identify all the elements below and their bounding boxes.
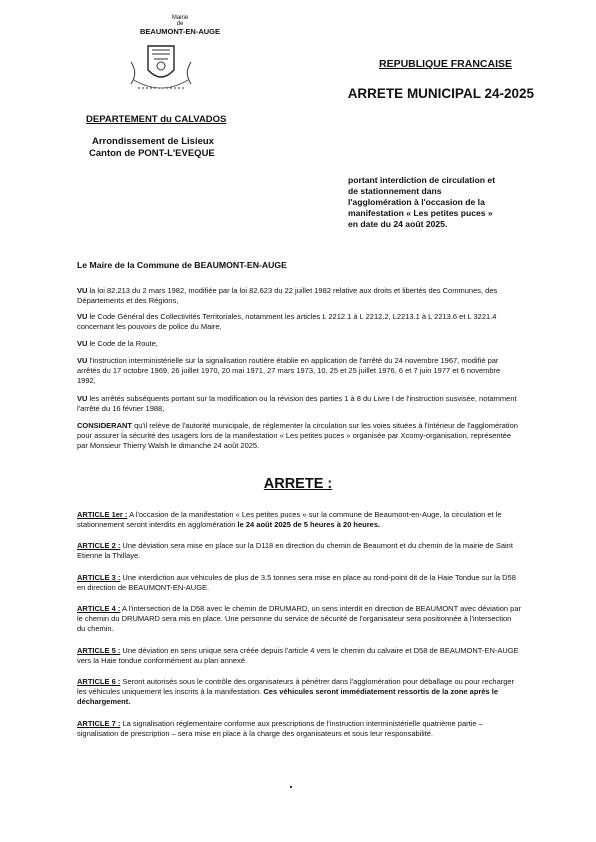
visa-item [77,394,521,414]
visa-item [77,421,521,451]
article-text: Une déviation en sens unique sera créée depuis l'article 4 vers le chemin du calvaire et D58 de BEAUMONT-EN-AUGE vers la Haie tondue conformément au plan annexé. [77,646,519,665]
article-label: ARTICLE 3 : [77,573,121,582]
mairie-small-text: Mairie de [171,15,189,27]
municipal-seal-icon [126,40,196,96]
article-7 [77,719,521,739]
article-label: ARTICLE 1er : [77,510,128,519]
visa-lead: VU [77,312,88,321]
visa-text: qu'il relève de l'autorité municipale, de réglementer la circulation sur les voies situées à l'intérieur de l'agglomération pour assurer la sécurité des usagers lors de la manifestation « Les petites puces » organisée par Xcomy-organisation, représentée par Monsieur Thierry Walsh le dimanche 24 août 2025. [77,421,518,450]
article-2 [77,541,521,561]
visa-item [77,286,521,306]
article-3 [77,573,521,593]
town-name: BEAUMONT-EN-AUGE [140,27,220,36]
visa-item [77,312,521,332]
visa-lead: VU [77,339,88,348]
article-text: La signalisation réglementaire conforme aux prescriptions de l'instruction interministérielle quatrième partie – signalisation de prescription – sera mise en place à la charge des organisateurs et sous leur responsabilité. [77,719,483,738]
departement-heading: DEPARTEMENT du CALVADOS [86,114,227,125]
visa-lead: VU [77,394,88,403]
article-4 [77,604,521,634]
portant-block [348,175,523,230]
visa-text: le Code Général des Collectivités Territoriales, notamment les articles L 2212.1 à L 2212.2, L2213.1 à L 2213.6 et L 3221.4 concernant les pouvoirs de police du Maire, [77,312,497,331]
footer-mark [290,786,292,788]
maire-heading: Le Maire de la Commune de BEAUMONT-EN-AUGE [77,260,287,270]
arrondissement-label: Arrondissement de Lisieux [92,136,214,147]
visa-text: le Code de la Route, [87,339,158,348]
visa-lead: CONSIDERANT [77,421,133,430]
article-text: Seront autorisés sous le contrôle des organisateurs à pénétrer dans l'agglomération pour déballage ou pour recharger les véhicules uniquement les inscrits à la manifestation. [77,677,515,696]
article-strong: le 24 août 2025 de 5 heures à 20 heures. [237,520,381,529]
portant-line: l'agglomération à l'occasion de la [348,197,485,207]
article-text: Une déviation sera mise en place sur la D118 en direction du chemin de Beaumont et du chemin de la mairie de Saint Etienne la Thillaye. [77,541,513,560]
portant-line: de stationnement dans [348,186,442,196]
article-6 [77,677,521,707]
arrete-title: ARRETE MUNICIPAL 24-2025 [347,86,534,101]
visa-lead: VU [77,286,88,295]
article-label: ARTICLE 6 : [77,677,121,686]
portant-line: portant interdiction de circulation et [348,175,496,185]
visa-text: les arrêtés subséquents portant sur la modification ou la révision des parties 1 à 8 du Livre I de l'instruction susvisée, notamment l'arrêté du 16 février 1988, [77,394,517,413]
visa-text: la loi 82.213 du 2 mars 1982, modifiée par la loi 82.623 du 22 juillet 1982 relative aux droits et libertés des Communes, des Départements et des Régions, [77,286,498,305]
canton-label: Canton de PONT-L'EVEQUE [89,148,215,159]
article-text: Une interdiction aux véhicules de plus de 3.5 tonnes sera mise en place au rond-point dit de la Haie Tondue sur la D58 en direction de BEAUMONT-EN-AUGE. [77,573,516,592]
portant-line: en date du 24 août 2025. [348,219,448,229]
article-label: ARTICLE 4 : [77,604,121,613]
article-label: ARTICLE 7 : [77,719,121,728]
article-5 [77,646,521,666]
article-text: A l'intersection de la D58 avec le chemin de DRUMARD, un sens interdit en direction de BEAUMONT avec déviation par le chemin du DRUMARD sera mis en place. Une personne du service de sécurité de l'organisateur sera positionnée à l'intersection du chemin. [77,604,521,633]
visa-item [77,339,521,349]
article-label: ARTICLE 2 : [77,541,121,550]
republique-heading: REPUBLIQUE FRANCAISE [378,58,512,70]
arrete-heading: ARRETE : [263,476,333,492]
article-text: A l'occasion de la manifestation « Les petites puces » sur la commune de Beaumont-en-Auge, la circulation et le stationnement seront interdits en agglomération [77,510,502,529]
article-1 [77,510,521,530]
visa-text: l'instruction interministérielle sur la signalisation routière établie en application de l'arrêté du 24 novembre 1967, modifié par arrêtés du 17 octobre 1969, 26 juillet 1970, 20 mai 1971, 27 mars 1973, 10, 25 et 25 juillet 1976, 6 et 7 juin 1977 et 6 novembre 1992, [77,356,501,385]
mairie-label [0,15,360,27]
article-label: ARTICLE 5 : [77,646,121,655]
portant-line: manifestation « Les petites puces » [348,208,493,218]
article-strong: Ces véhicules seront immédiatement ressortis de la zone après le déchargement. [77,687,499,706]
visa-item [77,356,521,386]
visa-lead: VU [77,356,88,365]
